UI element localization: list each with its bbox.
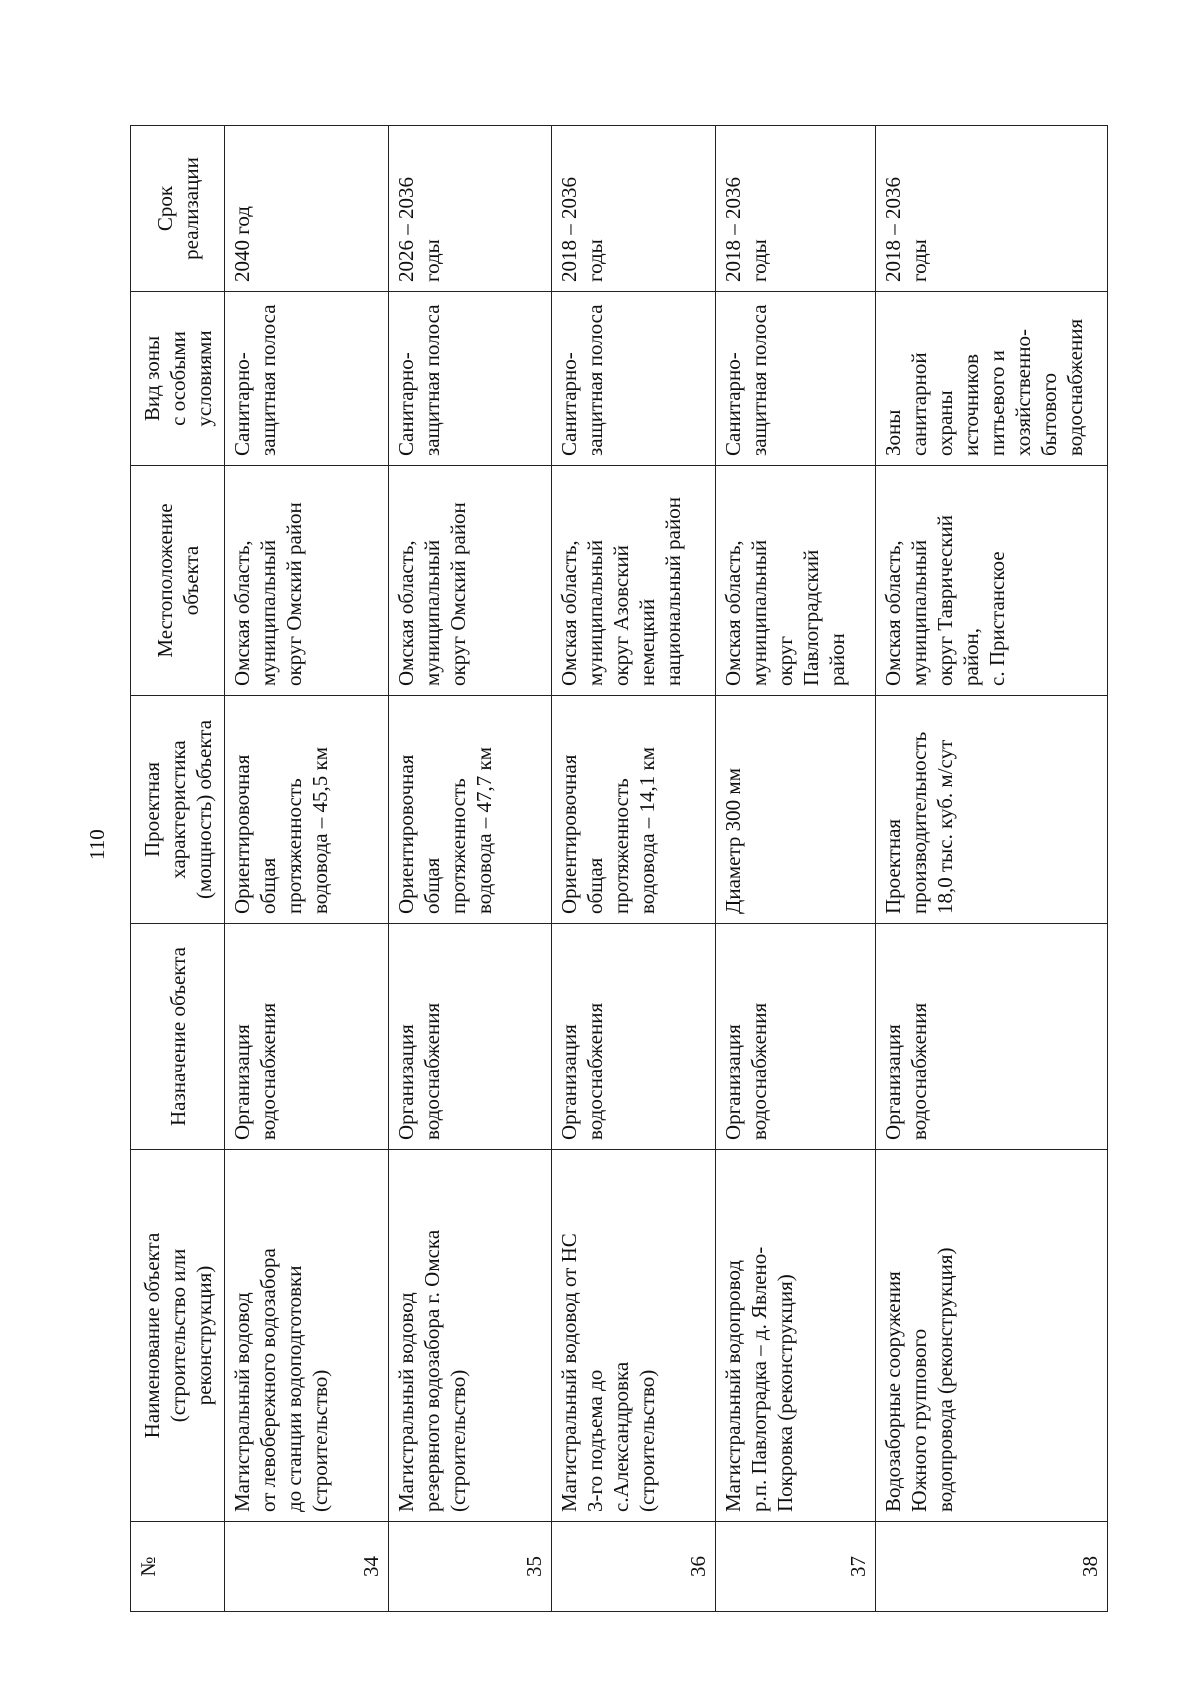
table-row — [715, 126, 875, 1612]
table-row — [225, 126, 389, 1612]
object-location: Омская область, муниципальный округ Таврический район, с. Пристанское — [875, 466, 1107, 696]
implementation-term: 2026 – 2036 годы — [388, 126, 552, 292]
object-location: Омская область, муниципальный округ Павлоградский район — [715, 466, 875, 696]
object-location: Омская область, муниципальный округ Омский район — [225, 466, 389, 696]
zone-type: Санитарно- защитная полоса — [225, 292, 389, 466]
header-number: № — [131, 1522, 225, 1612]
row-number: 37 — [715, 1522, 875, 1612]
row-number: 38 — [875, 1522, 1107, 1612]
implementation-term: 2040 год — [225, 126, 389, 292]
object-purpose: Организация водоснабжения — [388, 924, 552, 1150]
implementation-term: 2018 – 2036 годы — [875, 126, 1107, 292]
page-number: 110 — [85, 829, 109, 860]
object-purpose: Организация водоснабжения — [875, 924, 1107, 1150]
object-name: Магистральный водопровод р.п. Павлоградка – д. Явлено- Покровка (реконструкция) — [715, 1150, 875, 1522]
object-name: Магистральный водовод от НС 3-го подъема до с.Александровка (строительство) — [552, 1150, 716, 1522]
table-row — [875, 126, 1107, 1612]
table-row — [552, 126, 716, 1612]
object-characteristic: Ориентировочная общая протяженность водовода – 45,5 км — [225, 696, 389, 924]
object-location: Омская область, муниципальный округ Азовский немецкий национальный район — [552, 466, 716, 696]
object-name: Водозаборные сооружения Южного группового водопровода (реконструкция) — [875, 1150, 1107, 1522]
zone-type: Санитарно- защитная полоса — [388, 292, 552, 466]
object-characteristic: Ориентировочная общая протяженность водовода – 14,1 км — [552, 696, 716, 924]
row-number: 35 — [388, 1522, 552, 1612]
header-location: Местоположение объекта — [131, 466, 225, 696]
header-zone-type: Вид зоны с особыми условиями — [131, 292, 225, 466]
object-characteristic: Ориентировочная общая протяженность водовода – 47,7 км — [388, 696, 552, 924]
object-characteristic: Проектная производительность 18,0 тыс. куб. м/сут — [875, 696, 1107, 924]
object-purpose: Организация водоснабжения — [225, 924, 389, 1150]
implementation-term: 2018 – 2036 годы — [715, 126, 875, 292]
zone-type: Санитарно- защитная полоса — [552, 292, 716, 466]
header-object-purpose: Назначение объекта — [131, 924, 225, 1150]
header-term: Срок реализации — [131, 126, 225, 292]
zone-type: Санитарно- защитная полоса — [715, 292, 875, 466]
row-number: 34 — [225, 1522, 389, 1612]
table-row — [388, 126, 552, 1612]
rotated-table-container — [130, 126, 1108, 1612]
table-header-row — [131, 126, 225, 1612]
objects-table — [130, 125, 1108, 1612]
header-object-name: Наименование объекта (строительство или реконструкция) — [131, 1150, 225, 1522]
row-number: 36 — [552, 1522, 716, 1612]
object-location: Омская область, муниципальный округ Омский район — [388, 466, 552, 696]
object-purpose: Организация водоснабжения — [552, 924, 716, 1150]
object-name: Магистральный водовод от левобережного водозабора до станции водоподготовки (строительство) — [225, 1150, 389, 1522]
header-characteristic: Проектная характеристика (мощность) объекта — [131, 696, 225, 924]
implementation-term: 2018 – 2036 годы — [552, 126, 716, 292]
object-characteristic: Диаметр 300 мм — [715, 696, 875, 924]
zone-type: Зоны санитарной охраны источников питьевого и хозяйственно- бытового водоснабжения — [875, 292, 1107, 466]
object-name: Магистральный водовод резервного водозабора г. Омска (строительство) — [388, 1150, 552, 1522]
object-purpose: Организация водоснабжения — [715, 924, 875, 1150]
